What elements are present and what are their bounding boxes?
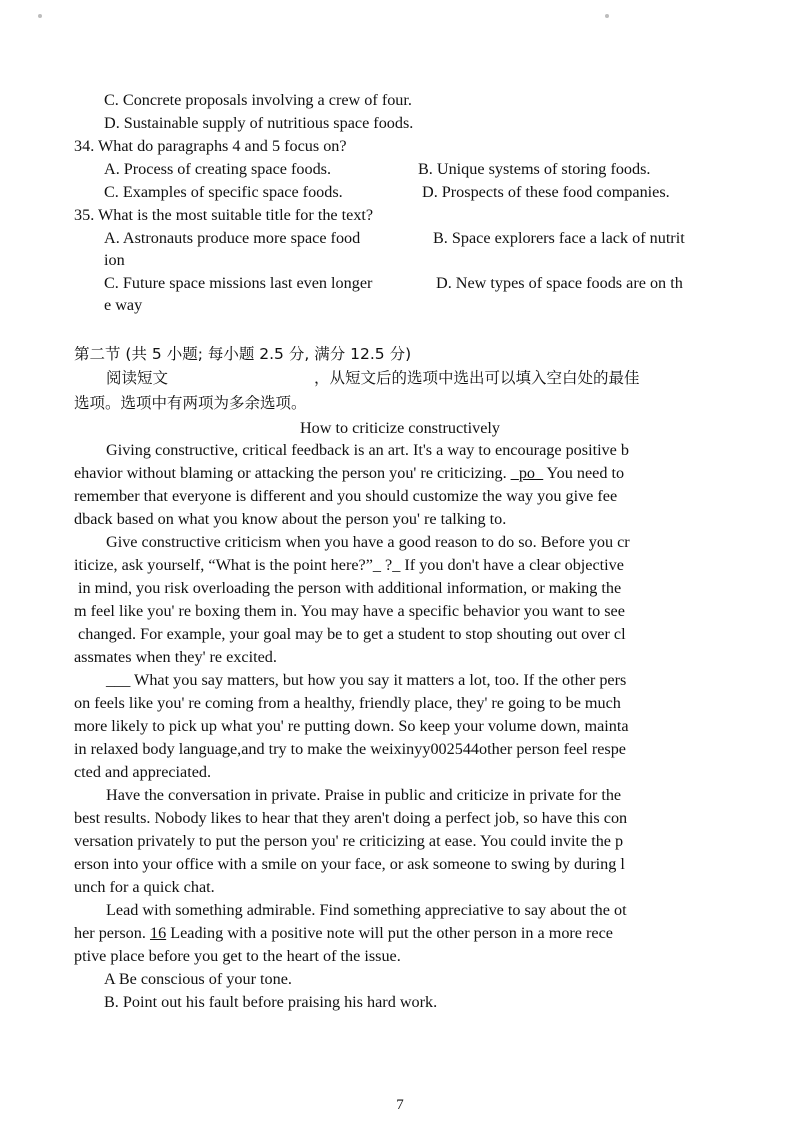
p3-line: more likely to pick up what you' re putting down. So keep your volume down, mainta — [74, 717, 629, 735]
q34-option-b: B. Unique systems of storing foods. — [418, 160, 651, 178]
instruction-part-1: 阅读短文 — [106, 369, 169, 387]
scan-mark — [605, 14, 609, 18]
q35-option-a: A. Astronauts produce more space food — [104, 229, 361, 247]
p4-line: versation privately to put the person you' re criticizing at ease. You could invite the p — [74, 832, 624, 850]
scan-mark — [38, 14, 42, 18]
q33-option-c: C. Concrete proposals involving a crew of four. — [104, 91, 412, 109]
blank-p3: ___ — [106, 671, 131, 689]
q34-option-d: D. Prospects of these food companies. — [422, 183, 670, 201]
p5-line — [74, 923, 613, 943]
page-number: 7 — [396, 1097, 404, 1113]
q35-option-c: C. Future space missions last even longer — [104, 274, 373, 292]
passage-title: How to criticize constructively — [299, 419, 501, 437]
option-a: A Be conscious of your tone. — [104, 970, 292, 988]
q35-option-b: B. Space explorers face a lack of nutrit — [433, 229, 685, 247]
p5-line: Lead with something admirable. Find something appreciative to say about the ot — [106, 901, 627, 919]
p2-text: iticize, ask yourself, “What is the point here?” — [74, 556, 373, 574]
p2-line: Give constructive criticism when you have a good reason to do so. Before you cr — [106, 533, 630, 551]
p1-text: ehavior without blaming or attacking the person you' re criticizing. — [74, 464, 507, 482]
p1-text: You need to — [546, 464, 625, 482]
blank-p2: _ ?_ — [372, 556, 401, 574]
p3-text: What you say matters, but how you say it matters a lot, too. If the other pers — [134, 671, 627, 689]
p3-line — [106, 670, 626, 690]
p4-line: Have the conversation in private. Praise in public and criticize in private for the — [106, 786, 622, 804]
p4-line: best results. Nobody likes to hear that they aren't doing a perfect job, so have this con — [74, 809, 628, 827]
q34-stem: 34. What do paragraphs 4 and 5 focus on? — [74, 137, 347, 155]
q33-option-d: D. Sustainable supply of nutritious space foods. — [104, 114, 414, 132]
p4-line: erson into your office with a smile on your face, or ask someone to swing by during l — [74, 855, 625, 873]
p1-line: Giving constructive, critical feedback is an art. It's a way to encourage positive b — [106, 441, 629, 459]
q35-option-d: D. New types of space foods are on th — [436, 274, 683, 292]
q35-option-b-cont: ion — [104, 251, 125, 269]
p1-line: dback based on what you know about the person you' re talking to. — [74, 510, 507, 528]
p5-text: Leading with a positive note will put the other person in a more rece — [170, 924, 613, 942]
p5-line: ptive place before you get to the heart of the issue. — [74, 947, 401, 965]
instruction-part-2: ，从短文后的选项中选出可以填入空白处的最佳 — [314, 369, 640, 387]
p3-line: on feels like you' re coming from a healthy, friendly place, they' re going to be much — [74, 694, 621, 712]
p2-line: changed. For example, your goal may be to get a student to stop shouting out over cl — [74, 625, 626, 643]
blank-p5: 16 — [149, 924, 167, 942]
p5-text: her person. — [74, 924, 146, 942]
q34-option-a: A. Process of creating space foods. — [104, 160, 332, 178]
p2-text: If you don't have a clear objective — [404, 556, 624, 574]
p3-line: in relaxed body language,and try to make the weixinyy002544other person feel respe — [74, 740, 626, 758]
p1-line: remember that everyone is different and you should customize the way you give fee — [74, 487, 618, 505]
p4-line: unch for a quick chat. — [74, 878, 215, 896]
q35-stem: 35. What is the most suitable title for the text? — [74, 206, 374, 224]
p2-line: m feel like you' re boxing them in. You may have a specific behavior you want to see — [74, 602, 625, 620]
p2-line: in mind, you risk overloading the person with additional information, or making the — [74, 579, 622, 597]
p2-line — [74, 555, 624, 575]
p2-line: assmates when they' re excited. — [74, 648, 277, 666]
q35-option-d-cont: e way — [104, 296, 143, 314]
option-b: B. Point out his fault before praising his hard work. — [104, 993, 438, 1011]
p1-line — [74, 463, 624, 483]
section-heading: 第二节 (共 5 小题; 每小题 2.5 分, 满分 12.5 分) — [74, 345, 412, 363]
blank-p1: _po_ — [510, 464, 544, 482]
p3-line: cted and appreciated. — [74, 763, 212, 781]
q34-option-c: C. Examples of specific space foods. — [104, 183, 343, 201]
instruction-part-3: 选项。选项中有两项为多余选项。 — [74, 394, 307, 412]
